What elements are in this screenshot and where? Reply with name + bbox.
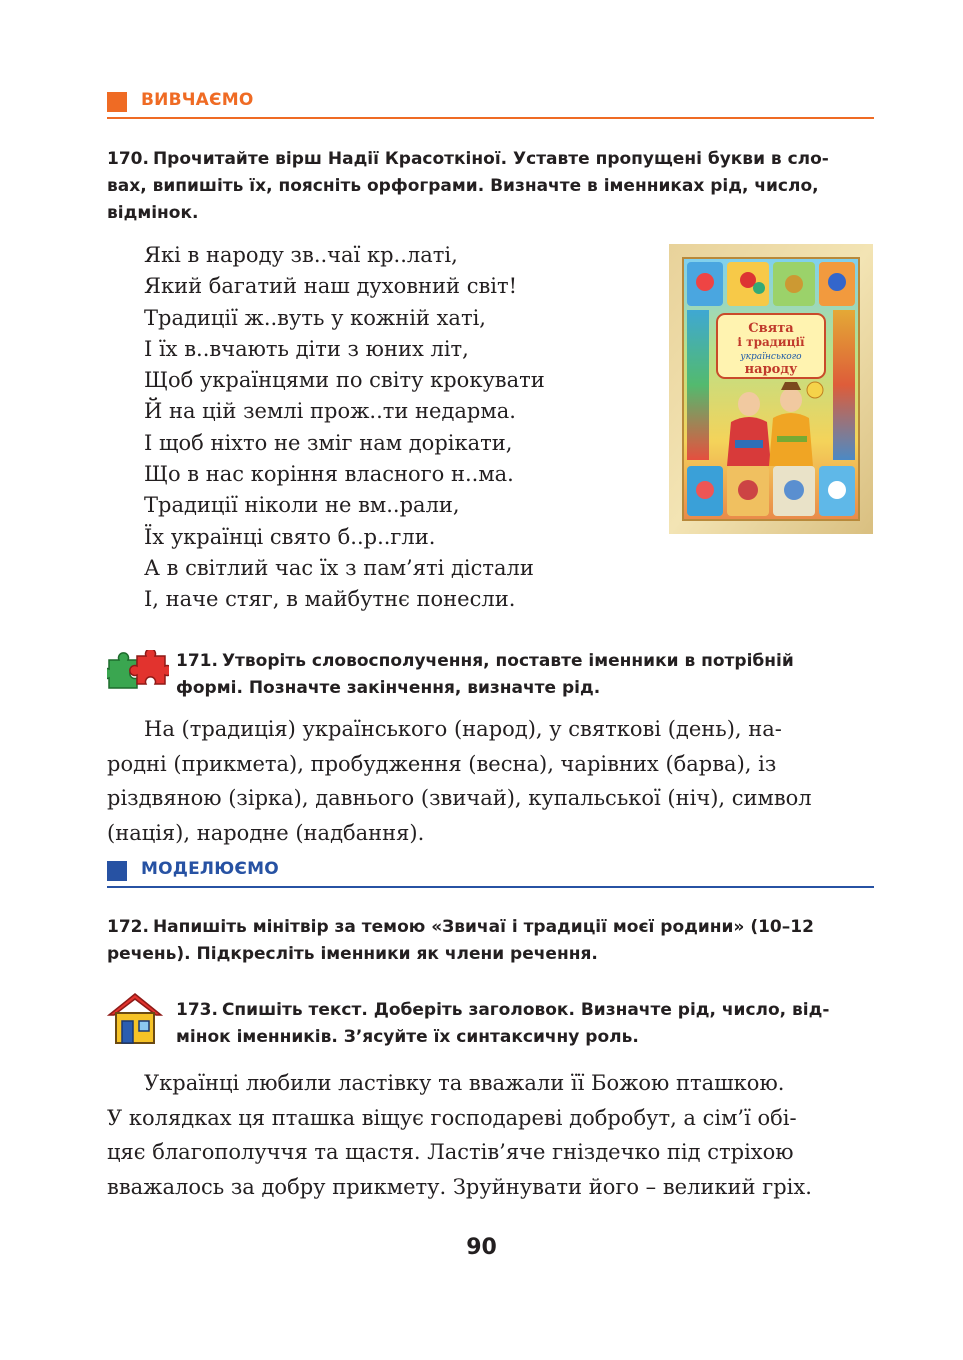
text-line: Українці любили ластівку та вважали її Божою пташкою. [144, 1071, 785, 1095]
instruction-line: 171. Утворіть словосполучення, поставте іменники в потрібній [176, 651, 794, 671]
section-marker-square [107, 92, 127, 112]
poem-line: Який багатий наш духовний світ! [144, 274, 518, 299]
section-marker-square [107, 861, 127, 881]
instruction-line: 170. Прочитайте вірш Надії Красоткіної. Уставте пропущені букви в сло- [107, 149, 829, 169]
instruction-line: відмінок. [107, 203, 199, 223]
text-line: У колядках ця пташка віщує господареві добробут, а сім’ї обі- [107, 1105, 797, 1130]
poem-line: Традиції ж..вуть у кожній хаті, [144, 305, 486, 330]
task-number: 171. [176, 651, 218, 671]
instruction-line: вах, випишіть їх, поясніть орфограми. Визначте в іменниках рід, число, [107, 176, 819, 196]
text-line: родні (прикмета), пробудження (весна), чарівних (барва), із [107, 751, 777, 776]
section-header-study [107, 88, 874, 116]
poem-line: Які в народу зв..чаї кр..латі, [144, 243, 458, 267]
section-title-study: ВИВЧАЄМО [141, 90, 254, 110]
book-cover-image [669, 244, 873, 534]
poem-line: Щоб українцями по світу крокувати [144, 368, 545, 393]
task-171-text [107, 712, 812, 850]
book-title-line: народу [744, 362, 798, 377]
section-header-model [107, 857, 874, 885]
text-line: вважалось за добру прикмету. Зруйнувати його – великий гріх. [107, 1174, 812, 1199]
poem-line: І їх в..вчають діти з юних літ, [144, 336, 469, 361]
instruction-line: 172. Напишіть мінітвір за темою «Звичаї і традиції моєї родини» (10–12 [107, 917, 814, 937]
poem-line: Традиції ніколи не вм..рали, [144, 493, 460, 518]
task-number: 173. [176, 1000, 218, 1020]
task-number: 172. [107, 917, 149, 937]
poem-line: Й на цій землі прож..ти недарма. [144, 399, 516, 424]
instruction-line: 173. Спишіть текст. Доберіть заголовок. Визначте рід, число, від- [176, 1000, 830, 1020]
book-title-line: українського [740, 352, 802, 362]
text-line: На (традиція) українського (народ), у святкові (день), на- [144, 717, 782, 741]
task-number: 170. [107, 149, 149, 169]
poem-line: І, наче стяг, в майбутнє понесли. [144, 587, 516, 612]
section-title-model: МОДЕЛЮЄМО [141, 859, 279, 879]
task-170-instruction [107, 146, 829, 227]
poem-line: Їх українці свято б..р..гли. [144, 524, 436, 549]
book-title-line: і традиції [737, 335, 805, 349]
page-number: 90 [466, 1235, 497, 1260]
task-172-instruction [107, 914, 814, 968]
text-line: різдвяною (зірка), давнього (звичай), купальської (ніч), символ [107, 786, 812, 810]
poem-line: Що в нас коріння власного н..ма. [144, 462, 514, 487]
text-line: цяє благополуччя та щастя. Ластів’яче гніздечко під стріхою [107, 1140, 794, 1164]
task-171-instruction [176, 648, 794, 702]
house-icon [107, 991, 163, 1045]
poem-line: І щоб ніхто не зміг нам дорікати, [144, 430, 513, 455]
section-divider [107, 117, 874, 119]
instruction-line: речень). Підкресліть іменники як члени речення. [107, 944, 598, 964]
section-divider [107, 886, 874, 888]
task-173-text [107, 1066, 812, 1204]
instruction-line: формі. Позначте закінчення, визначте рід. [176, 678, 601, 698]
book-title-line: Свята [748, 321, 794, 336]
poem-line: А в світлий час їх з пам’яті дістали [144, 555, 534, 580]
text-line: (нація), народне (надбання). [107, 820, 425, 845]
task-173-instruction [176, 997, 829, 1051]
puzzle-icon [107, 650, 169, 690]
instruction-line: мінок іменників. З’ясуйте їх синтаксичну роль. [176, 1027, 639, 1047]
poem [144, 240, 545, 616]
